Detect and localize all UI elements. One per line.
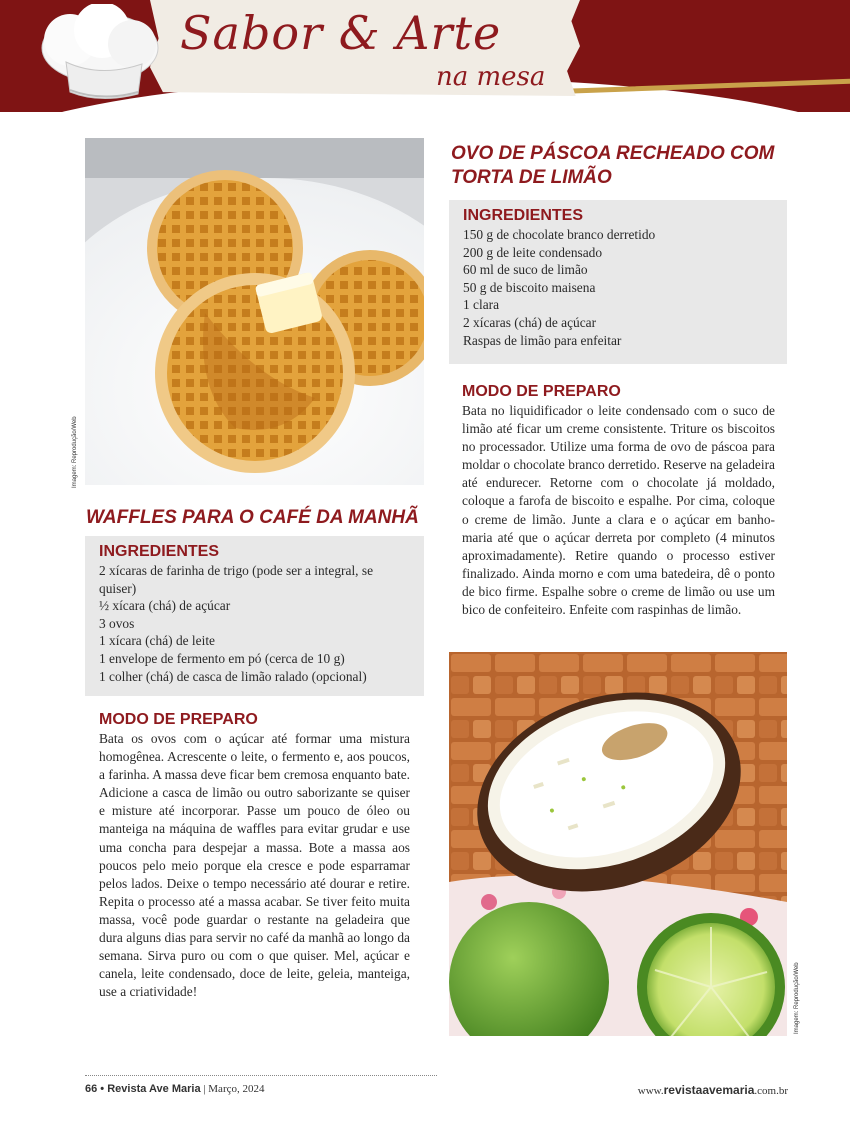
waffles-ingredients-list [99, 562, 410, 685]
waffles-method-text: Bata os ovos com o açúcar até formar uma mistura homogênea. Acrescente o leite, o fermento e, aos poucos, a farinha. A massa deve ficar bem cremosa enquanto bate. Adicione a casca de limão ou outro saborizante se quiser e misture até incorporar. Passe um pouco de óleo ou manteiga na máquina de waffles para evitar grudar e use uma concha para despejar a massa. Bote a massa aos poucos pelo meio porque ela cresce e pode esparramar pelos lados. Deixe o tempo necessário até dourar e retire. Repita o processo até a massa acabar. Se tiver feito muita massa, você pode guardar o restante na geladeira que dura alguns dias para servir no café da manhã ao longo da semana. Sirva puro ou com o que quiser. Mel, açúcar e canela, leite condensado, doce de leite, geleia, manteiga, use a criatividade! [99, 731, 410, 1000]
ovo-ingredients-list [463, 226, 773, 349]
url-suffix: .com.br [754, 1085, 788, 1097]
ovo-method-heading: MODO DE PREPARO [462, 383, 621, 400]
ingredient-item: 50 g de biscoito maisena [463, 279, 596, 295]
ingredient-item: Raspas de limão para enfeitar [463, 332, 622, 348]
photo-credit: Imagem: Reprodução/Web [794, 962, 800, 1034]
photo-credit: Imagem: Reprodução/Web [72, 416, 78, 488]
ingredient-item: 200 g de leite condensado [463, 244, 603, 260]
chef-hat-icon [30, 4, 162, 108]
waffles-photo [85, 138, 424, 485]
section-title: Sabor & Arte [180, 6, 502, 60]
waffles-method-heading: MODO DE PREPARO [99, 711, 258, 728]
ovo-ingredients-heading: INGREDIENTES [463, 207, 584, 224]
waffles-ingredients-box [85, 536, 424, 696]
waffles-title: WAFFLES PARA O CAFÉ DA MANHÃ [86, 507, 419, 528]
footer-website[interactable] [620, 1083, 788, 1097]
issue-date: Março, 2024 [208, 1083, 265, 1095]
header-banner [0, 0, 850, 112]
ovo-method-text: Bata no liquidificador o leite condensado com o suco de limão até ficar um creme consistente. Triture os biscoitos no processador. Utilize uma forma de ovo de páscoa para moldar o chocolate branco derretido. Reserve na geladeira até endurecer. Retorne com o chocolate já moldado, coloque a farofa de biscoito e espalhe. Por cima, coloque o creme de limão. Junte a clara e o açúcar em banho-maria até que o açúcar derreta por completo (4 minutos aproximadamente). Retire quando o processo estiver finalizado. Ainda morno e com uma batedeira, dê o ponto de bico firme. Espalhe sobre o creme de limão ou use um bico de confeiteiro. Enfeite com raspinhas de limão. [462, 403, 775, 618]
ovo-method [462, 382, 775, 619]
ingredient-item: 3 ovos [99, 615, 135, 631]
ingredient-item: 1 clara [463, 297, 500, 313]
ovo-title: OVO DE PÁSCOA RECHEADO COM TORTA DE LIMÃO [451, 143, 775, 188]
ingredient-item: ½ xícara (chá) de açúcar [99, 598, 231, 614]
page-number: 66 [85, 1083, 98, 1095]
ingredient-item: 2 xícaras (chá) de açúcar [463, 314, 597, 330]
url-brand: revistaavemaria [663, 1083, 755, 1097]
ingredient-item: 1 envelope de fermento em pó (cerca de 10 g) [99, 650, 345, 666]
waffles-method [99, 710, 410, 1001]
footer-issue-info: 66 • Revista Ave Maria | Março, 2024 [85, 1083, 265, 1095]
waffles-ingredients-heading: INGREDIENTES [99, 543, 220, 560]
footer-divider [85, 1075, 437, 1076]
section-subtitle: na mesa [436, 62, 546, 92]
ovo-ingredients-box [449, 200, 787, 364]
ingredient-item: 150 g de chocolate branco derretido [463, 227, 656, 242]
ingredient-item: 60 ml de suco de limão [463, 262, 588, 278]
ingredient-item: 1 colher (chá) de casca de limão ralado (opcional) [99, 668, 367, 684]
easter-egg-photo [449, 652, 787, 1036]
url-prefix: www. [637, 1085, 664, 1097]
ingredient-item: 2 xícaras de farinha de trigo (pode ser a integral, se quiser) [99, 563, 374, 596]
magazine-name: Revista Ave Maria [107, 1083, 201, 1095]
ingredient-item: 1 xícara (chá) de leite [99, 633, 215, 649]
